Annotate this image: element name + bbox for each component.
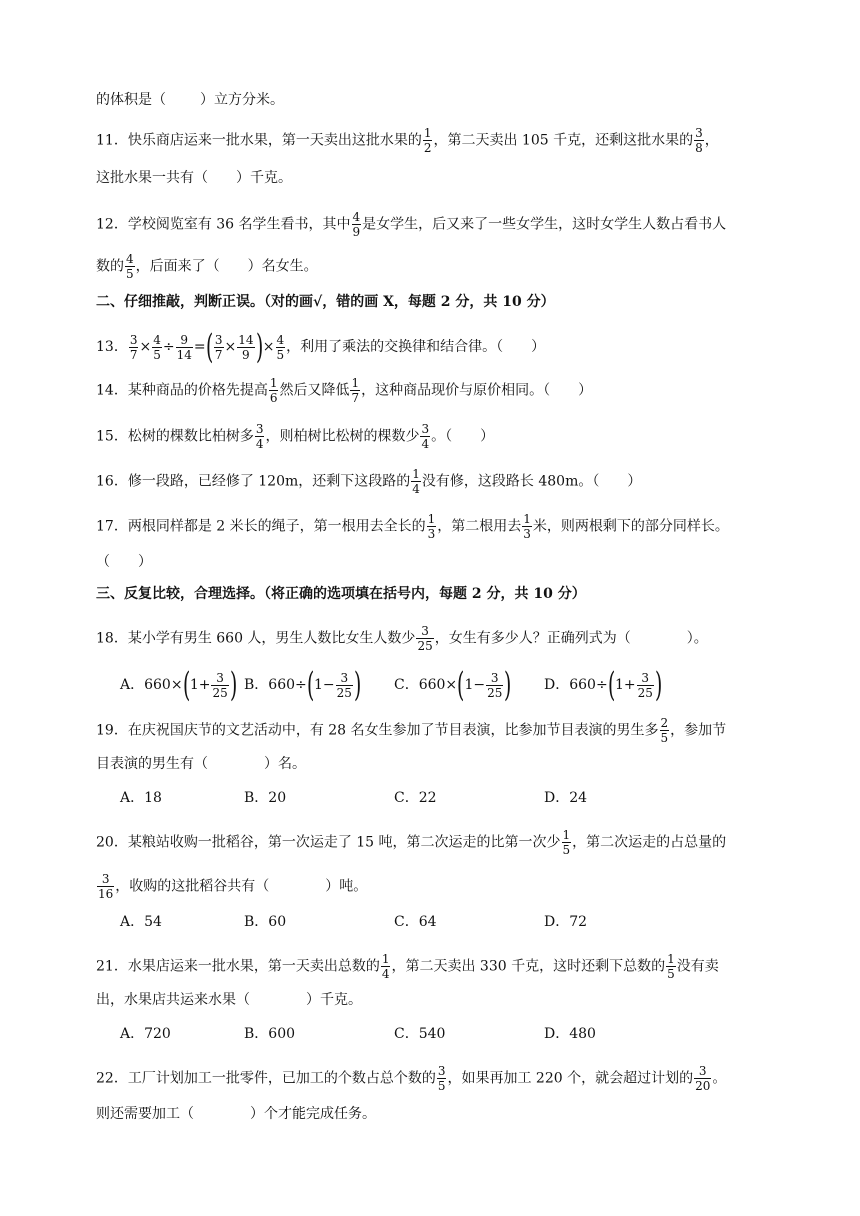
denominator: 5 <box>562 843 571 857</box>
denominator: 14 <box>176 347 192 362</box>
text: ，则柏树比松树的棵数少 <box>265 428 420 445</box>
option-b[interactable]: B．20 <box>244 790 287 806</box>
numerator: 3 <box>486 671 503 686</box>
fraction <box>97 872 114 901</box>
fraction <box>666 952 676 981</box>
text: 是女学生，后又来了一些女学生，这时女学生人数占看书人 <box>362 216 727 233</box>
text: ，参加节 <box>670 722 727 739</box>
q10-tail-line <box>96 90 284 110</box>
denominator: 6 <box>269 391 278 405</box>
left-paren-icon: ( <box>205 327 213 367</box>
numerator: 3 <box>637 671 654 686</box>
text: 12．学校阅览室有 36 名学生看书，其中 <box>96 216 351 233</box>
denominator: 5 <box>667 967 675 981</box>
text: ，第二根用去 <box>437 518 522 535</box>
right-paren-icon: ) <box>504 665 512 705</box>
fraction <box>694 1064 711 1093</box>
text: 没有修，这段路长 480m。（ ） <box>421 473 642 490</box>
denominator: 2 <box>423 141 432 155</box>
denominator: 4 <box>421 437 430 451</box>
question-12-line2 <box>96 252 318 281</box>
denominator: 8 <box>695 141 703 155</box>
numerator: 3 <box>129 332 138 347</box>
text: 。 <box>712 1070 727 1087</box>
fraction <box>336 671 353 700</box>
fraction <box>411 467 421 496</box>
right-paren-icon: ) <box>654 665 663 705</box>
numerator: 1 <box>523 512 531 526</box>
question-11-line2: 这批水果一共有（ ）千克。 <box>96 170 292 186</box>
section-2-heading: 二、仔细推敲，判断正误。（对的画√，错的画 X，每题 2 分，共 10 分） <box>96 294 555 310</box>
fraction <box>276 333 286 362</box>
numerator: 3 <box>336 671 353 686</box>
fraction <box>637 671 654 700</box>
text: ，如果再加工 220 个，就会超过计划的 <box>447 1070 694 1087</box>
numerator: 3 <box>421 422 430 436</box>
right-paren-icon: ) <box>353 665 362 705</box>
text: 21．水果店运来一批水果，第一天卖出总数的 <box>96 958 380 975</box>
fraction <box>660 716 670 745</box>
divide-sign: ÷ <box>162 339 175 355</box>
fraction <box>522 512 532 541</box>
text: ，后面来了（ ）名女生。 <box>135 258 318 275</box>
fraction <box>350 376 360 405</box>
numerator: 1 <box>427 512 436 526</box>
text: 没有卖 <box>676 958 719 975</box>
text: 15．松树的棵数比柏树多 <box>96 428 254 445</box>
fraction <box>694 126 704 155</box>
times-sign: × <box>224 339 237 355</box>
denominator: 5 <box>153 347 161 362</box>
numerator: 1 <box>667 952 675 966</box>
fraction <box>381 952 391 981</box>
text: 数的 <box>96 258 124 275</box>
text: ，第二天卖出 105 千克，还剩这批水果的 <box>433 132 694 149</box>
right-paren-icon: ) <box>229 665 238 705</box>
question-19-line2: 目表演的男生有（ ）名。 <box>96 756 306 772</box>
text: 米，则两根剩下的部分同样长。 <box>532 518 729 535</box>
text: 20．某粮站收购一批稻谷，第一次运走了 15 吨，第二次运走的比第一次少 <box>96 834 561 851</box>
denominator: 25 <box>637 685 653 700</box>
option-c[interactable]: C．540 <box>394 1026 446 1042</box>
denominator: 9 <box>242 347 250 362</box>
fraction <box>255 422 265 451</box>
question-12 <box>96 210 726 239</box>
times-sign: × <box>139 339 152 355</box>
question-19 <box>96 716 726 745</box>
left-paren-icon: ( <box>457 665 465 705</box>
fraction <box>269 376 279 405</box>
question-13 <box>96 327 546 367</box>
numerator: 3 <box>694 1064 711 1079</box>
text: ，女生有多少人？正确列式为（ ）。 <box>434 630 708 647</box>
question-15 <box>96 422 494 451</box>
denominator: 25 <box>487 685 503 700</box>
question-20-line2 <box>96 872 367 901</box>
numerator: 4 <box>352 210 361 224</box>
fraction <box>416 624 433 653</box>
fraction <box>562 828 572 857</box>
denominator: 7 <box>214 347 223 362</box>
numerator: 4 <box>276 332 285 347</box>
numerator: 3 <box>255 422 264 436</box>
option-b[interactable]: B．60 <box>244 914 287 930</box>
text: 13． <box>96 339 128 355</box>
question-20 <box>96 828 726 857</box>
numerator: 1 <box>269 376 278 390</box>
denominator: 5 <box>126 267 134 281</box>
denominator: 4 <box>412 482 420 496</box>
left-paren-icon: ( <box>182 665 190 705</box>
option-a[interactable]: A．54 <box>120 914 162 930</box>
fraction <box>427 512 437 541</box>
text: 1+ <box>189 677 211 693</box>
denominator: 20 <box>695 1079 711 1093</box>
denominator: 25 <box>212 685 228 700</box>
text: 22．工厂计划加工一批零件，已加工的个数占总个数的 <box>96 1070 436 1087</box>
option-d[interactable]: D．72 <box>544 914 588 930</box>
text: ，这种商品现价与原价相同。（ ） <box>361 382 593 399</box>
text: ，第二次运走的占总量的 <box>572 834 727 851</box>
option-label: B．660÷ <box>244 677 307 693</box>
numerator: 14 <box>238 332 254 347</box>
numerator: 3 <box>416 624 433 639</box>
question-14 <box>96 376 592 405</box>
fraction <box>129 333 139 362</box>
text: 1− <box>314 677 335 693</box>
text: 的体积是（ <box>96 92 166 108</box>
fraction <box>152 333 162 362</box>
option-a[interactable] <box>120 665 238 705</box>
denominator: 3 <box>523 527 531 541</box>
denominator: 7 <box>351 391 360 405</box>
fraction <box>176 333 193 362</box>
numerator: 4 <box>126 252 134 266</box>
right-paren-icon: ) <box>255 327 263 367</box>
option-label: C．660× <box>394 677 458 693</box>
question-21 <box>96 952 719 981</box>
option-c[interactable] <box>394 665 512 705</box>
fraction <box>437 1064 447 1093</box>
question-11 <box>96 126 719 155</box>
option-d[interactable] <box>544 665 663 705</box>
text: ，利用了乘法的交换律和结合律。（ ） <box>286 339 546 355</box>
denominator: 16 <box>98 887 114 901</box>
option-a[interactable]: A．18 <box>120 790 162 806</box>
denominator: 5 <box>660 731 669 745</box>
numerator: 3 <box>695 126 703 140</box>
left-paren-icon: ( <box>607 665 615 705</box>
text: 19．在庆祝国庆节的文艺活动中，有 28 名女生参加了节目表演，比参加节目表演的男生多 <box>96 722 659 739</box>
option-d[interactable]: D．24 <box>544 790 588 806</box>
text: 14．某种商品的价格先提高 <box>96 382 268 399</box>
text: 17．两根同样都是 2 米长的绳子，第一根用去全长的 <box>96 518 426 535</box>
question-16 <box>96 467 641 496</box>
numerator: 4 <box>153 332 161 347</box>
numerator: 2 <box>660 716 669 730</box>
question-17 <box>96 512 729 541</box>
question-22 <box>96 1064 726 1093</box>
denominator: 4 <box>381 967 390 981</box>
numerator: 3 <box>437 1064 446 1078</box>
text: 1+ <box>614 677 636 693</box>
text: ，第二天卖出 330 千克，这时还剩下总数的 <box>391 958 666 975</box>
text: 。（ ） <box>431 428 495 445</box>
numerator: 3 <box>211 671 228 686</box>
section-3-heading: 三、反复比较，合理选择。（将正确的选项填在括号内，每题 2 分，共 10 分） <box>96 586 586 602</box>
option-c[interactable]: C．64 <box>394 914 437 930</box>
option-label: D．660÷ <box>544 677 608 693</box>
denominator: 9 <box>352 225 361 239</box>
numerator: 1 <box>351 376 360 390</box>
fraction <box>211 671 228 700</box>
option-label: A．660× <box>120 677 183 693</box>
numerator: 1 <box>562 828 571 842</box>
text: ）立方分米。 <box>200 92 284 108</box>
denominator: 5 <box>437 1079 446 1093</box>
question-17-line2: （ ） <box>96 554 152 570</box>
numerator: 1 <box>412 467 420 481</box>
text: 然后又降低 <box>279 382 350 399</box>
denominator: 7 <box>129 347 138 362</box>
text: 1− <box>464 677 486 693</box>
text: ，收购的这批稻谷共有（ ）吨。 <box>115 878 368 895</box>
numerator: 1 <box>423 126 432 140</box>
numerator: 9 <box>176 333 193 348</box>
text: 18．某小学有男生 660 人，男生人数比女生人数少 <box>96 630 416 647</box>
fraction <box>237 333 254 362</box>
fraction <box>423 126 433 155</box>
fraction <box>214 333 224 362</box>
option-b[interactable]: B．600 <box>244 1026 296 1042</box>
question-18 <box>96 624 708 653</box>
option-d[interactable]: D．480 <box>544 1026 596 1042</box>
left-paren-icon: ( <box>306 665 315 705</box>
text: ， <box>704 132 719 149</box>
question-22-line2: 则还需要加工（ ）个才能完成任务。 <box>96 1106 376 1122</box>
numerator: 1 <box>381 952 390 966</box>
text: 11．快乐商店运来一批水果，第一天卖出这批水果的 <box>96 132 422 149</box>
denominator: 3 <box>427 527 436 541</box>
text: 16．修一段路，已经修了 120m，还剩下这段路的 <box>96 473 411 490</box>
numerator: 3 <box>97 872 114 887</box>
fraction <box>125 252 135 281</box>
fraction <box>420 422 430 451</box>
denominator: 25 <box>336 685 352 700</box>
denominator: 4 <box>255 437 264 451</box>
option-b[interactable] <box>244 665 362 705</box>
equals-sign: = <box>193 339 206 355</box>
denominator: 5 <box>276 347 285 362</box>
option-a[interactable]: A．720 <box>120 1026 171 1042</box>
numerator: 3 <box>214 332 223 347</box>
option-c[interactable]: C．22 <box>394 790 437 806</box>
fraction <box>486 671 503 700</box>
denominator: 25 <box>417 639 433 653</box>
times-sign: × <box>262 339 275 355</box>
question-21-line2: 出，水果店共运来水果（ ）千克。 <box>96 992 362 1008</box>
fraction <box>352 210 362 239</box>
